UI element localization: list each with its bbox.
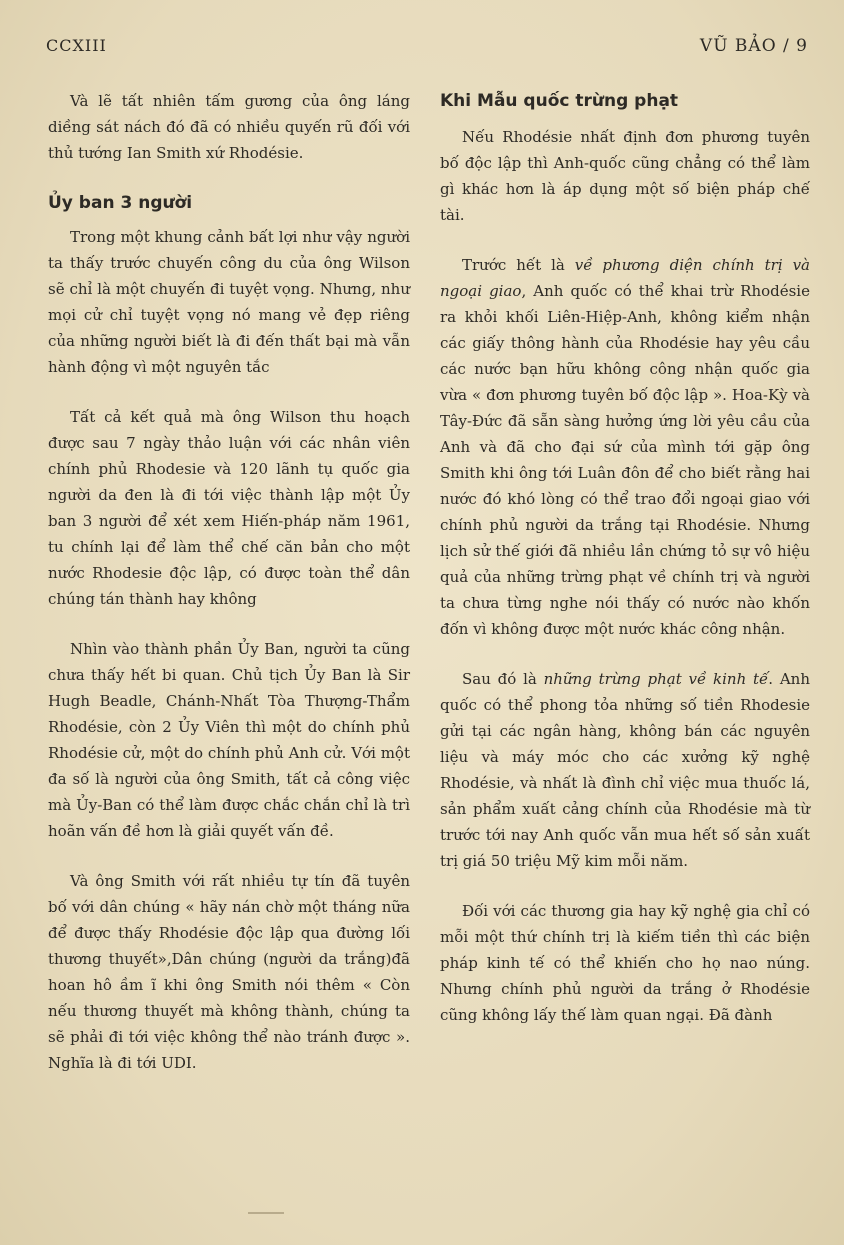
paragraph <box>440 252 810 642</box>
section-heading-committee: Ủy ban 3 người <box>48 193 193 213</box>
page-header-title-number: VŨ BẢO / 9 <box>699 36 808 56</box>
emphasis-text: về phương diện chính trị và ngoại giao <box>440 256 810 300</box>
paragraph: Nhìn vào thành phần Ủy Ban, người ta cũng chưa thấy hết bi quan. Chủ tịch Ủy Ban là Sir Hugh Beadle, Chánh-Nhất Tòa Thượng-Thẩm Rhodésie, còn 2 Ủy Viên thì một do chính phủ Rhodésie cử, một do chính phủ Anh cử. Với một đa số là người của ông Smith, tất cả công việc mà Ủy-Ban có thể làm được chắc chắn chỉ là trì hoãn vấn đề hơn là giải quyết vấn đề. <box>48 640 410 840</box>
page-header-section: CCXIII <box>46 36 107 55</box>
paragraph: Nếu Rhodésie nhất định đơn phương tuyên bố độc lập thì Anh-quốc cũng chẳng có thể làm gì khác hơn là áp dụng một số biện pháp chế tài. <box>440 128 810 224</box>
text-run: . Anh quốc có thể phong tỏa những số tiền Rhodesie gửi tại các ngân hàng, không bán các nguyên liệu và máy móc cho các xưởng kỹ nghệ Rhodésie, và nhất là đình chỉ việc mua thuốc lá, sản phẩm xuất cảng chính của Rhodésie mà từ trước tới nay Anh quốc vẫn mua hết số sản xuất trị giá 50 triệu Mỹ kim mỗi năm. <box>440 670 811 870</box>
left-column <box>48 88 410 1100</box>
paragraph: Đối với các thương gia hay kỹ nghệ gia chỉ có mỗi một thứ chính trị là kiếm tiền thì các biện pháp kinh tế có thể khiến cho họ nao núng. Nhưng chính phủ người da trắng ở Rhodésie cũng không lấy thế làm quan ngại. Đã đành <box>440 902 810 1024</box>
text-run: Trước hết là <box>462 256 575 274</box>
section-heading-sanctions: Khi Mẫu quốc trừng phạt <box>440 91 679 111</box>
emphasis-text: những trừng phạt về kinh tế <box>543 670 769 688</box>
right-column <box>440 88 810 1052</box>
paper-smudge <box>248 1212 284 1214</box>
paragraph: Trong một khung cảnh bất lợi như vậy người ta thấy trước chuyến công du của ông Wilson sẽ chỉ là một chuyến đi tuyệt vọng. Nhưng, như mọi cử chỉ tuyệt vọng nó mang vẻ đẹp riêng của những người biết là đi đến thất bại mà vẫn hành động vì một nguyên tắc <box>48 228 410 376</box>
paragraph-intro: Và lẽ tất nhiên tấm gương của ông láng diềng sát nách đó đã có nhiều quyến rũ đối với thủ tướng Ian Smith xứ Rhodésie. <box>48 92 410 162</box>
text-run: Sau đó là <box>462 670 544 688</box>
text-run: , Anh quốc có thể khai trừ Rhodésie ra khỏi khối Liên-Hiệp-Anh, không kiểm nhận các giấy thông hành của Rhodésie hay yêu cầu các nước bạn hữu không công nhận quốc gia vừa « đơn phương tuyên bố độc lập ». Hoa-Kỳ và Tây-Đức đã sẵn sàng hưởng ứng lời yêu cầu của Anh và đã cho đại sứ của mình tới gặp ông Smith khi ông tới Luân đôn để cho biết rằng hai nước đó khó lòng có thể trao đổi ngoại giao với chính phủ người da trắng tại Rhodésie. Nhưng lịch sử thế giới đã nhiều lần chứng tỏ sự vô hiệu quả của những trừng phạt về chính trị và người ta chưa từng nghe nói thấy có nước nào khốn đốn vì không được một nước khác công nhận. <box>440 282 810 638</box>
paragraph: Tất cả kết quả mà ông Wilson thu hoạch được sau 7 ngày thảo luận với các nhân viên chính phủ Rhodesie và 120 lãnh tụ quốc gia người da đen là đi tới việc thành lập một Ủy ban 3 người để xét xem Hiến-pháp năm 1961, tu chính lại để làm thể chế căn bản cho một nước Rhodesie độc lập, có được toàn thể dân chúng tán thành hay không <box>48 408 410 608</box>
paragraph <box>440 666 810 874</box>
paragraph: Và ông Smith với rất nhiều tự tín đã tuyên bố với dân chúng « hãy nán chờ một tháng nữa để được thấy Rhodésie độc lập qua đường lối thương thuyết»,Dân chúng (người da trắng)đã hoan hô ầm ĩ khi ông Smith nói thêm « Còn nếu thương thuyết mà không thành, chúng ta sẽ phải đi tới việc không thể nào tránh được ». Nghĩa là đi tới UDI. <box>48 872 410 1072</box>
